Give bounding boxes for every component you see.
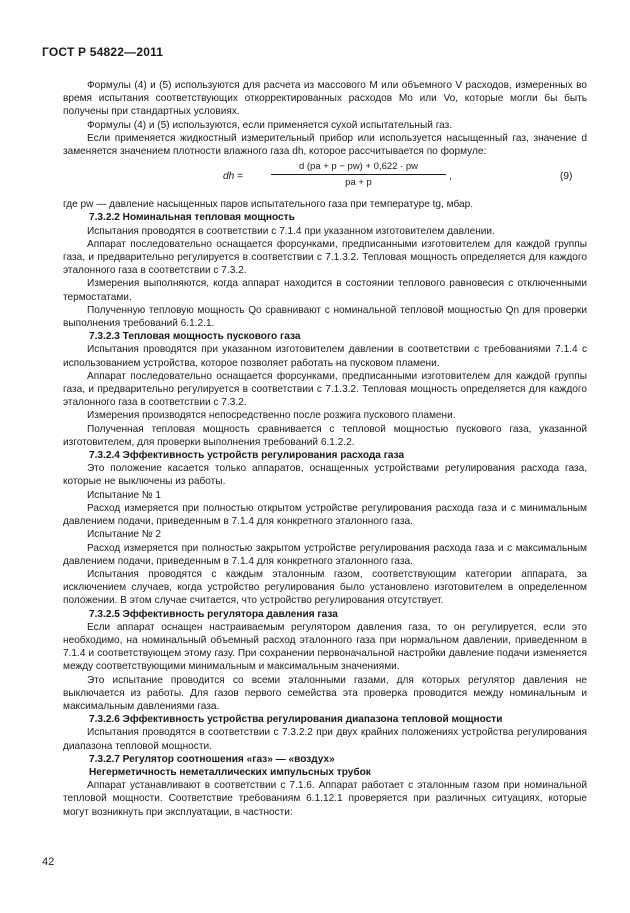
- test-label: Испытание № 2: [87, 529, 162, 541]
- where-clause: где pw — давление насыщенных паров испытательного газа при температуре tg, мбар.: [63, 199, 474, 211]
- paragraph: Это положение касается только аппаратов, оснащенных устройствами регулирования расхода газа, которые не выключены из работы.: [63, 463, 587, 488]
- formula-comma: ,: [449, 171, 452, 183]
- formula-lhs: dh =: [223, 171, 243, 183]
- paragraph: Испытания проводятся с каждым эталонным газом, соответствующим категории аппарата, за исключением случаев, когда устройство регулирования было установлено изготовителем в определенном положении. В этом случае считается, что устройство регулирования отсутствует.: [63, 568, 587, 607]
- section-heading: 7.3.2.7 Регулятор соотношения «газ» — «воздух»: [89, 753, 335, 765]
- formula-number: (9): [560, 171, 573, 183]
- section-heading: 7.3.2.2 Номинальная тепловая мощность: [89, 212, 295, 224]
- standard-header: ГОСТ Р 54822—2011: [42, 45, 164, 59]
- paragraph: Полученная тепловая мощность сравнивается с тепловой мощностью пускового газа, указанной изготовителем, для проверки выполнения требований 6.1.2.2.: [63, 423, 587, 448]
- section-heading: 7.3.2.6 Эффективность устройства регулирования диапазона тепловой мощности: [89, 714, 503, 726]
- paragraph: Аппарат последовательно оснащается форсунками, предписанными изготовителем для каждой группы газа, и предварительно регулируется в соответствии с 7.1.3.2. Тепловая мощность определяется для каждого эталонного газа в соответствии с 7.3.2.: [63, 238, 587, 277]
- paragraph: Если аппарат оснащен настраиваемым регулятором давления газа, то он регулируется, если это необходимо, на номинальный объемный расход эталонного газа при нормальном давлении, приведенном в 7.1.4 и соответствующем этому газу. При сохранении первоначальной настройки давление подачи изменяется между соответствующими минимальным и максимальным значениями.: [63, 621, 587, 673]
- document-body: [63, 79, 587, 819]
- paragraph: Формулы (4) и (5) используются для расчета из массового M или объемного V расходов, измеренных во время испытания соответствующих откорректированных расходов Mo или Vo, которые могли бы быть получены при стандартных условиях.: [63, 80, 587, 118]
- paragraph: Аппарат устанавливают в соответствии с 7.1.6. Аппарат работает с эталонным газом при номинальной тепловой мощности. Соответствие требованиям 6.1.12.1 проверяется при различных ситуациях, которые могут возникнуть при эксплуатации, в частности:: [63, 780, 587, 818]
- paragraph: Расход измеряется при полностью закрытом устройстве регулирования расхода газа и с максимальным давлением подачи, приведенным в 7.1.4 для конкретного эталонного газа.: [63, 542, 587, 567]
- formula-denominator: pa + p: [345, 177, 372, 189]
- paragraph: Испытания проводятся в соответствии с 7.3.2.2 при двух крайних положениях устройства регулирования диапазона тепловой мощности.: [63, 727, 587, 752]
- paragraph: Если применяется жидкостный измерительный прибор или используется насыщенный газ, значение d заменяется значением плотности влажного газа dh, которое рассчитывается по формуле:: [63, 132, 587, 158]
- paragraph: Измерения выполняются, когда аппарат находится в состоянии теплового равновесия с отключенными термостатами.: [63, 278, 587, 303]
- paragraph: Расход измеряется при полностью открытом устройстве регулирования расхода газа и с минимальным давлением подачи, приведенным в 7.1.4 для конкретного эталонного газа.: [63, 502, 587, 528]
- page-number: 42: [42, 856, 55, 868]
- paragraph: Измерения производятся непосредственно после розжига пускового пламени.: [87, 410, 456, 422]
- formula-numerator: d (pa + p − pw) + 0,622 · pw: [271, 160, 446, 175]
- formula-9: [63, 158, 587, 198]
- section-heading: 7.3.2.3 Тепловая мощность пускового газа: [89, 331, 301, 343]
- paragraph: Аппарат последовательно оснащается форсунками, предписанными изготовителем для каждой группы газа, и предварительно регулируется в соответствии с 7.1.3.2. Тепловая мощность определяется для каждого эталонного газа в соответствии с 7.3.2.: [63, 370, 587, 409]
- section-subheading: Негерметичность неметаллических импульсных трубок: [89, 766, 371, 778]
- section-heading: 7.3.2.5 Эффективность регулятора давления газа: [89, 608, 338, 620]
- formula-fraction: [271, 160, 446, 189]
- test-label: Испытание № 1: [87, 489, 162, 501]
- paragraph: Это испытание проводится со всеми эталонными газами, для которых регулятор давления не выключается из работы. Для газов первого семейства эта проверка проводится между номинальным и максимальным давлениями газа.: [63, 674, 587, 712]
- paragraph: Испытания проводятся при указанном изготовителем давлении в соответствии с требованиями 7.1.4 с использованием устройства, которое позволяет работать на пусковом пламени.: [63, 344, 587, 369]
- section-heading: 7.3.2.4 Эффективность устройств регулирования расхода газа: [89, 450, 405, 462]
- paragraph: Формулы (4) и (5) используются, если применяется сухой испытательный газ.: [87, 119, 453, 131]
- paragraph: Полученную тепловую мощность Qo сравнивают с номинальной тепловой мощностью Qn для проверки выполнения требований 6.1.2.1.: [63, 304, 587, 330]
- paragraph: Испытания проводятся в соответствии с 7.1.4 при указанном изготовителем давлении.: [87, 225, 495, 237]
